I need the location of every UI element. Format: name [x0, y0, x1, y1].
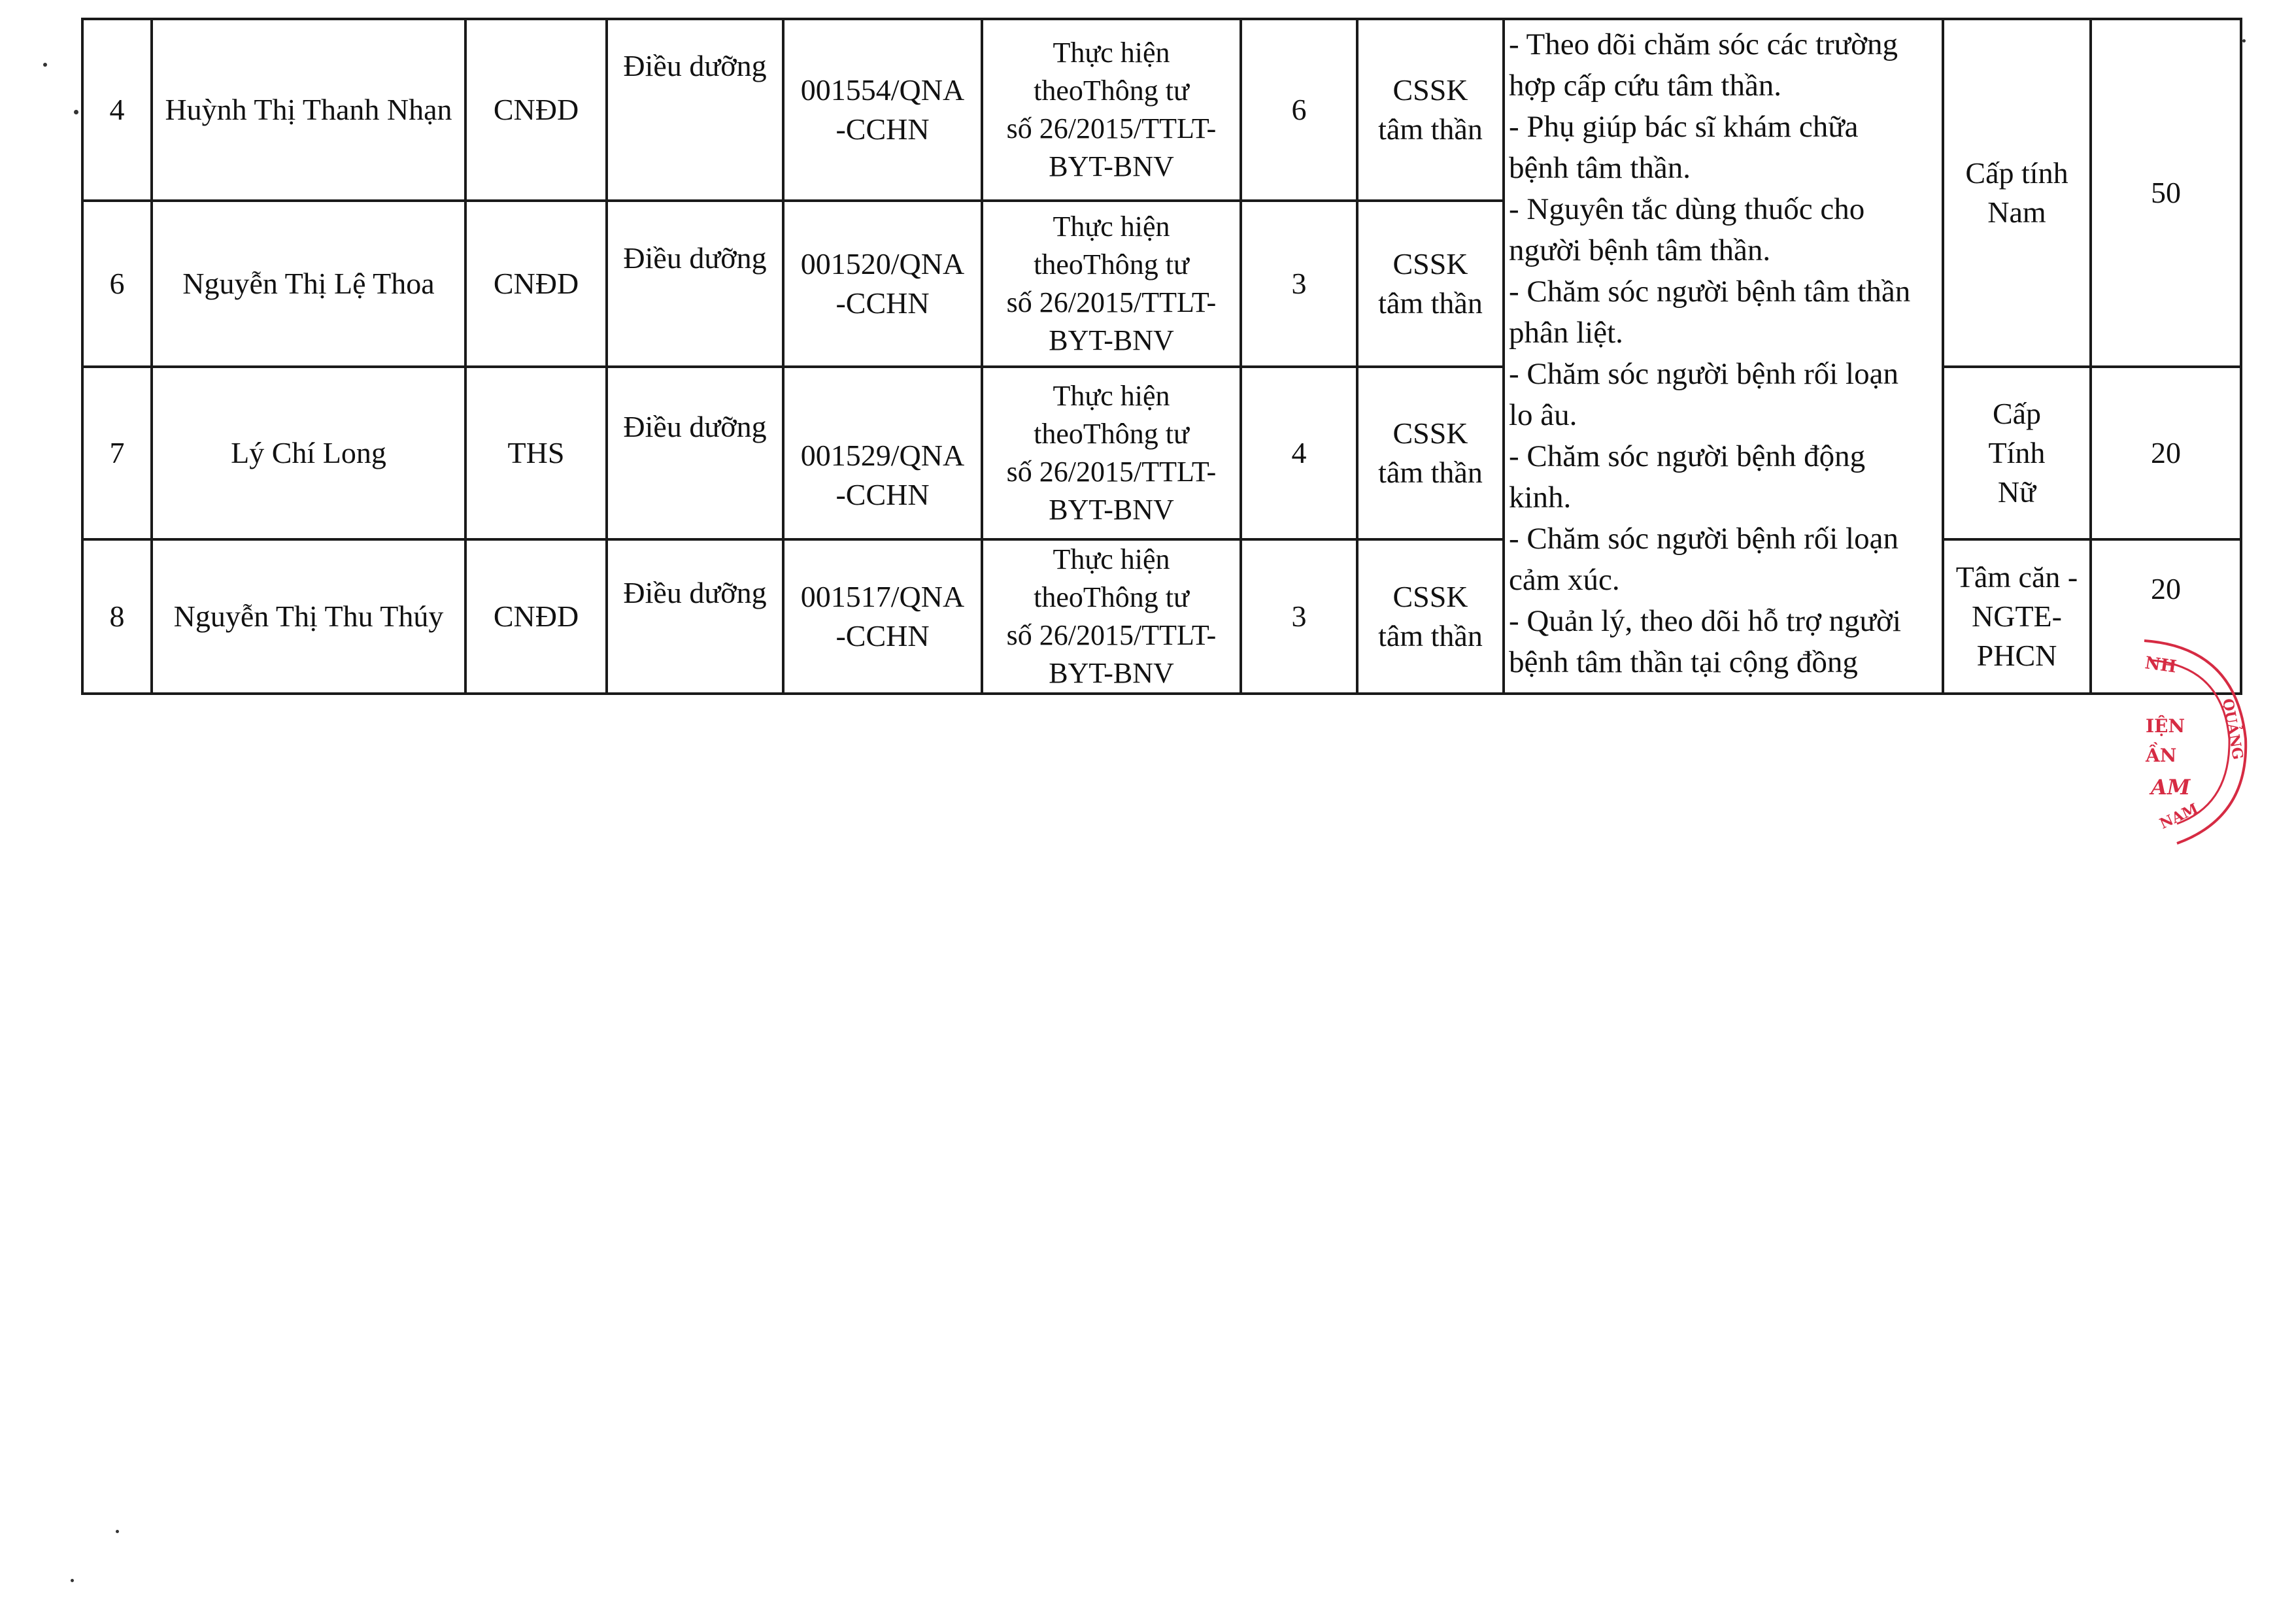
- practice-scope: Thực hiện theoThông tư số 26/2015/TTLT- BYT-BNV: [982, 367, 1241, 539]
- position: Điều dưỡng: [607, 201, 783, 367]
- degree: CNĐD: [465, 201, 607, 367]
- specialty: CSSK tâm thần: [1357, 539, 1504, 694]
- department-name: Cấp Tính Nữ: [1943, 367, 2091, 539]
- years-experience: 4: [1241, 367, 1357, 539]
- specialty: CSSK tâm thần: [1357, 19, 1504, 201]
- department-name: Tâm căn - NGTE- PHCN: [1943, 539, 2091, 694]
- row-number: 7: [82, 367, 152, 539]
- specialty: CSSK tâm thần: [1357, 367, 1504, 539]
- position: Điều dưỡng: [607, 19, 783, 201]
- years-experience: 6: [1241, 19, 1357, 201]
- department-name: Cấp tính Nam: [1943, 19, 2091, 367]
- row-number: 6: [82, 201, 152, 367]
- row-number: 4: [82, 19, 152, 201]
- license-number: 001520/QNA -CCHN: [783, 201, 982, 367]
- scan-speck: [116, 1530, 119, 1533]
- practice-scope: Thực hiện theoThông tư số 26/2015/TTLT- BYT-BNV: [982, 201, 1241, 367]
- bed-count: 50: [2091, 19, 2241, 367]
- bed-count: 20: [2091, 367, 2241, 539]
- license-number: 001554/QNA -CCHN: [783, 19, 982, 201]
- license-number: 001529/QNA -CCHN: [783, 367, 982, 539]
- staff-name: Lý Chí Long: [152, 367, 465, 539]
- scan-speck: [71, 1579, 74, 1582]
- seal-stamp: [2105, 621, 2269, 883]
- license-number: 001517/QNA -CCHN: [783, 539, 982, 694]
- svg-text:ẦN: ẦN: [2146, 745, 2177, 766]
- svg-text:NAM: NAM: [2157, 800, 2201, 833]
- staff-name: Huỳnh Thị Thanh Nhạn: [152, 19, 465, 201]
- position: Điều dưỡng: [607, 539, 783, 694]
- staff-name: Nguyễn Thị Lệ Thoa: [152, 201, 465, 367]
- practice-scope: Thực hiện theoThông tư số 26/2015/TTLT- BYT-BNV: [982, 19, 1241, 201]
- years-experience: 3: [1241, 201, 1357, 367]
- scan-speck: [2242, 39, 2246, 42]
- duties-description: - Theo dõi chăm sóc các trường hợp cấp cứu tâm thần. - Phụ giúp bác sĩ khám chữa bệnh tâm thần. - Nguyên tắc dùng thuốc cho người bệnh tâm thần. - Chăm sóc người bệnh tâm thần phân liệt. - Chăm sóc người bệnh rối loạn lo âu. - Chăm sóc người bệnh động kinh. - Chăm sóc người bệnh rối loạn cảm xúc. - Quản lý, theo dõi hỗ trợ người bệnh tâm thần tại cộng đồng: [1504, 19, 1943, 694]
- svg-text:AM: AM: [2151, 775, 2191, 800]
- years-experience: 3: [1241, 539, 1357, 694]
- svg-text:NH: NH: [2144, 653, 2178, 677]
- row-number: 8: [82, 539, 152, 694]
- staff-table: [81, 18, 2242, 695]
- svg-text:IỆN: IỆN: [2146, 715, 2185, 737]
- degree: CNĐD: [465, 19, 607, 201]
- scan-speck: [43, 63, 47, 67]
- degree: CNĐD: [465, 539, 607, 694]
- table-row: [82, 19, 2241, 201]
- bed-count: 20: [2091, 539, 2241, 694]
- practice-scope: Thực hiện theoThông tư số 26/2015/TTLT- BYT-BNV: [982, 539, 1241, 694]
- degree: THS: [465, 367, 607, 539]
- specialty: CSSK tâm thần: [1357, 201, 1504, 367]
- svg-text:QUẢNG: QUẢNG: [2219, 697, 2247, 761]
- staff-name: Nguyễn Thị Thu Thúy: [152, 539, 465, 694]
- position: Điều dưỡng: [607, 367, 783, 539]
- scan-speck: [74, 110, 78, 114]
